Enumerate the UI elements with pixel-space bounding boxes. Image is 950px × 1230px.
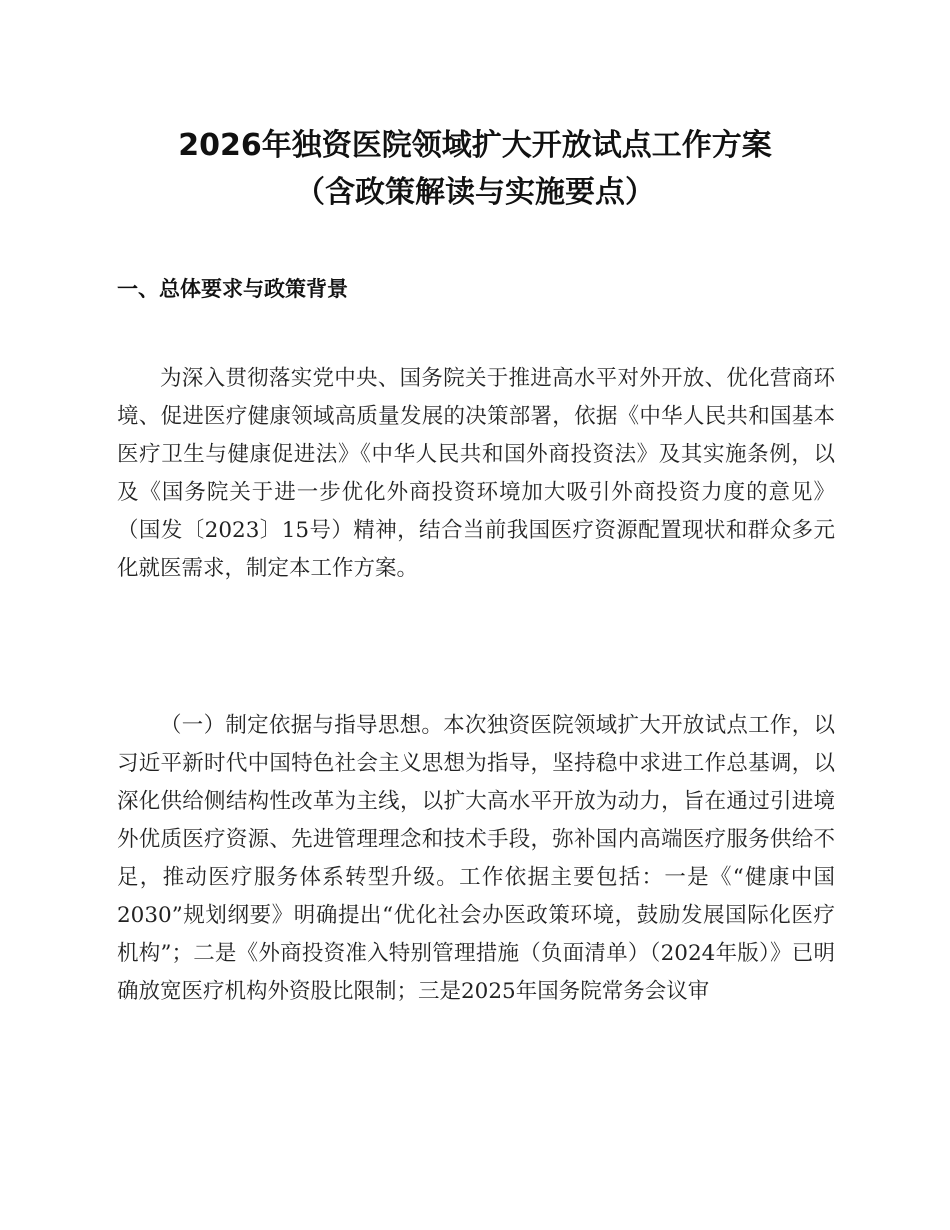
paragraph-2: （一）制定依据与指导思想。本次独资医院领域扩大开放试点工作，以习近平新时代中国特色社会主义思想为指导，坚持稳中求进工作总基调，以深化供给侧结构性改革为主线，以扩大高水平开放为动力，旨在通过引进境外优质医疗资源、先进管理理念和技术手段，弥补国内高端医疗服务供给不足，推动医疗服务体系转型升级。工作依据主要包括：一是《“健康中国2030”规划纲要》明确提出“优化社会办医政策环境，鼓励发展国际化医疗机构”；二是《外商投资准入特别管理措施（负面清单）（2024年版）》已明确放宽医疗机构外资股比限制；三是2025年国务院常务会议审 xyxy=(117,713,835,1004)
title-line-2: （含政策解读与实施要点） xyxy=(295,175,655,210)
section-heading-1: 一、总体要求与政策背景 xyxy=(117,277,348,301)
document-title xyxy=(0,122,950,216)
title-line-1: 2026年独资医院领域扩大开放试点工作方案 xyxy=(178,128,772,163)
paragraph-1: 为深入贯彻落实党中央、国务院关于推进高水平对外开放、优化营商环境、促进医疗健康领域高质量发展的决策部署，依据《中华人民共和国基本医疗卫生与健康促进法》《中华人民共和国外商投资法》及其实施条例，以及《国务院关于进一步优化外商投资环境加大吸引外商投资力度的意见》（国发〔2023〕15号）精神，结合当前我国医疗资源配置现状和群众多元化就医需求，制定本工作方案。 xyxy=(117,366,835,581)
